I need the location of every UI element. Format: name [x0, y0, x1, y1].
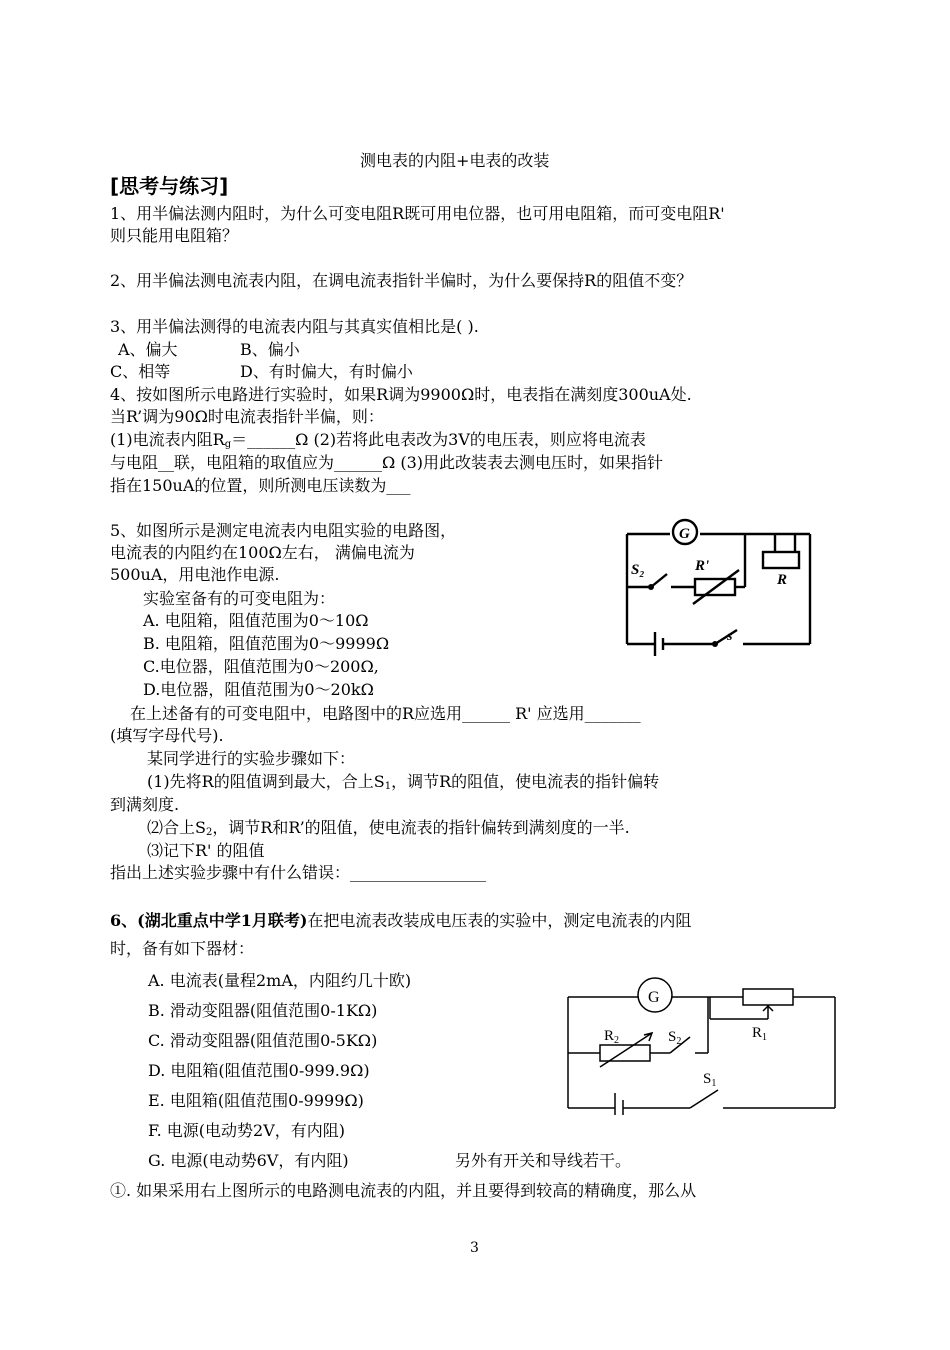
q6-item-e: E. 电阻箱(阻值范围0-9999Ω) — [148, 1091, 364, 1110]
q6-fig-s1: S — [703, 1071, 712, 1087]
q4-line4: 与电阻__联，电阻箱的取值应为______Ω (3)用此改装表去测电压时，如果指针 — [110, 453, 664, 472]
q5-step1 — [147, 771, 659, 793]
q5-step2-sub: 2 — [205, 827, 213, 838]
q6-circuit-diagram — [560, 975, 845, 1115]
q5-line16: 指出上述实验步骤中有什么错误：_________________ — [110, 863, 487, 882]
q6-last-line: ①. 如果采用右上图所示的电路测电流表的内阻，并且要得到较高的精确度，那么从 — [110, 1181, 697, 1200]
q6-item-g: G. 电源(电动势6V，有内阻) — [148, 1151, 349, 1170]
q5-option-a: A. 电阻箱，阻值范围为0～10Ω — [143, 611, 369, 630]
q6-item-b: B. 滑动变阻器(阻值范围0-1KΩ) — [148, 1001, 378, 1020]
q6-item-a: A. 电流表(量程2mA，内阻约几十欧) — [148, 971, 412, 990]
q5-line4: 实验室备有的可变电阻为： — [143, 589, 336, 608]
q6-fig-s2-sub: 2 — [676, 1036, 682, 1047]
q5-fig-s2-label: S₂ — [631, 562, 645, 578]
q4-line3-b: ＝______Ω (2)若将此电表改为3V的电压表，则应将电流表 — [231, 430, 646, 449]
q6-item-c: C. 滑动变阻器(阻值范围0-5KΩ) — [148, 1031, 378, 1050]
q6-item-f: F. 电源(电动势2V，有内阻) — [148, 1121, 346, 1140]
q5-circuit-diagram — [615, 512, 825, 657]
q5-fig-r-label: R — [777, 572, 788, 588]
q4-line3 — [110, 429, 646, 451]
q6-fig-s1-sub: 1 — [711, 1078, 717, 1089]
q6-fig-r1: R — [752, 1025, 763, 1041]
q5-line3: 500uA，用电池作电源. — [110, 565, 280, 584]
q5-step1-a: (1)先将R的阻值调到最大，合上S — [147, 772, 385, 791]
q4-line5: 指在150uA的位置，则所测电压读数为___ — [110, 476, 411, 495]
q5-fig-meter-label: G — [679, 526, 690, 542]
q5-option-b: B. 电阻箱，阻值范围为0～9999Ω — [143, 634, 390, 653]
q6-item-d: D. 电阻箱(阻值范围0-999.9Ω) — [148, 1061, 370, 1080]
q6-fig-r2-sub: 2 — [614, 1035, 620, 1046]
q5-line10: (填写字母代号). — [110, 726, 224, 745]
q6-line1-rest: 在把电流表改装成电压表的实验中，测定电流表的内阻 — [307, 911, 692, 930]
q5-step2-b: ，调节R和R’的阻值，使电流表的指针偏转到满刻度的一半. — [212, 818, 630, 837]
page-number: 3 — [470, 1240, 479, 1256]
q3-option-d: D、有时偏大，有时偏小 — [240, 362, 413, 381]
q5-option-c: C.电位器，阻值范围为0～200Ω, — [143, 657, 379, 676]
q1-line1: 1、用半偏法测内阻时，为什么可变电阻R既可用电位器，也可用电阻箱，而可变电阻R' — [110, 204, 725, 223]
q5-step1-b: ，调节R的阻值，使电流表的指针偏转 — [391, 772, 660, 791]
q5-step3: ⑶记下R' 的阻值 — [147, 841, 265, 860]
q6-extra: 另外有开关和导线若干。 — [455, 1151, 632, 1170]
page-title: 测电表的内阻+电表的改装 — [360, 151, 550, 170]
q6-fig-r1-label — [752, 1025, 767, 1043]
q1-line2: 则只能用电阻箱？ — [110, 226, 239, 245]
q6-fig-meter-label: G — [648, 989, 660, 1006]
q5-step2 — [147, 817, 630, 839]
q5-step1-cont: 到满刻度. — [110, 795, 180, 814]
q6-fig-r2: R — [604, 1028, 615, 1044]
q4-line2: 当R’调为90Ω时电流表指针半偏，则： — [110, 407, 384, 426]
q3-option-a: A、偏大 — [118, 340, 178, 359]
q2-line: 2、用半偏法测电流表内阻，在调电流表指针半偏时，为什么要保持R的阻值不变？ — [110, 271, 693, 290]
q5-line11: 某同学进行的实验步骤如下： — [147, 749, 356, 768]
q5-option-d: D.电位器，阻值范围为0～20kΩ — [143, 680, 374, 699]
q3-stem: 3、用半偏法测得的电流表内阻与其真实值相比是( ). — [110, 317, 479, 336]
q4-line3-sub: g — [224, 439, 232, 450]
q3-option-c: C、相等 — [110, 362, 171, 381]
q6-line1 — [110, 910, 691, 932]
q5-step1-sub: 1 — [384, 781, 392, 792]
q6-fig-r1-sub: 1 — [762, 1032, 768, 1043]
q6-line2: 时，备有如下器材： — [110, 939, 255, 958]
q6-fig-s1-label — [703, 1071, 716, 1089]
q4-line1: 4、按如图所示电路进行实验时，如果R调为9900Ω时，电表指在满刻度300uA处. — [110, 385, 692, 404]
q5-line9: 在上述备有的可变电阻中，电路图中的R应选用______ R' 应选用_______ — [130, 704, 641, 723]
q6-fig-r2-label — [604, 1028, 619, 1046]
q4-line3-a: (1)电流表内阻R — [110, 430, 225, 449]
q5-fig-rprime-label: R' — [695, 558, 710, 574]
q6-fig-s2-label — [668, 1029, 681, 1047]
section-heading: [思考与练习] — [110, 174, 229, 198]
q5-fig-s1-label: s — [727, 629, 733, 644]
q5-line2: 电流表的内阻约在100Ω左右， 满偏电流为 — [110, 543, 415, 562]
q3-option-b: B、偏小 — [240, 340, 300, 359]
q5-line1: 5、如图所示是测定电流表内电阻实验的电路图， — [110, 521, 457, 540]
q6-number: 6、(湖北重点中学1月联考) — [110, 911, 308, 930]
q6-fig-s2: S — [668, 1029, 677, 1045]
q5-step2-a: ⑵合上S — [147, 818, 206, 837]
